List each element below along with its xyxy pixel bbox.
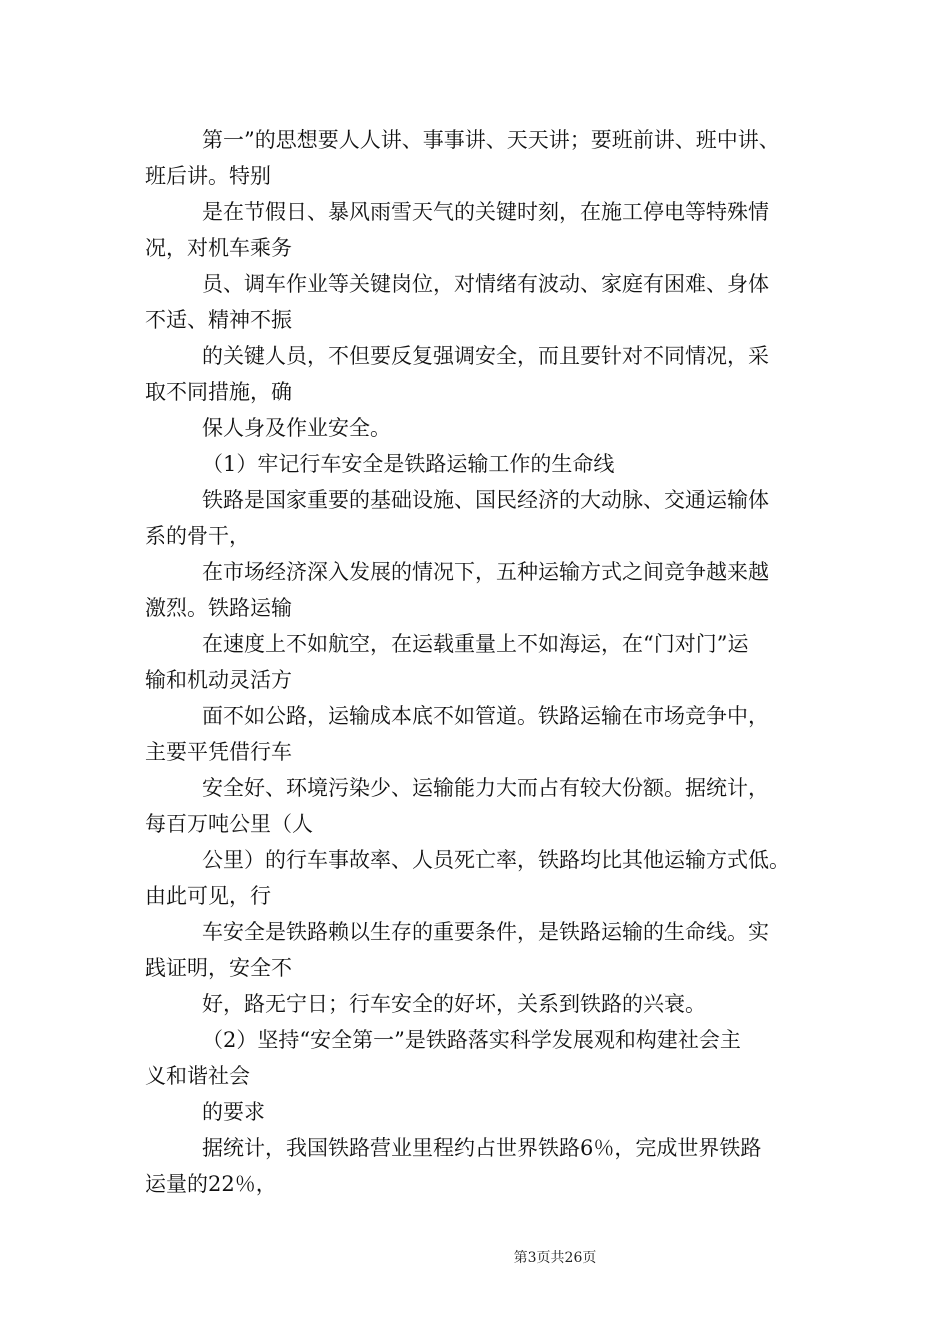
text-line: 车安全是铁路赖以生存的重要条件，是铁路运输的生命线。实 [202, 920, 769, 944]
page-footer: 第3页共26页 [513, 1250, 597, 1266]
text-line: 输和机动灵活方 [145, 668, 292, 692]
text-line: 的要求 [202, 1100, 265, 1124]
text-line: 保人身及作业安全。 [202, 416, 391, 440]
text-line: 践证明，安全不 [145, 956, 292, 980]
text-line: 系的骨干， [145, 524, 250, 548]
text-line: 主要平凭借行车 [145, 740, 292, 764]
text-line: 铁路是国家重要的基础设施、国民经济的大动脉、交通运输体 [202, 488, 769, 512]
text-line: 在速度上不如航空，在运载重量上不如海运，在“门对门”运 [202, 632, 749, 656]
text-line: 运量的22％， [145, 1172, 277, 1196]
text-line: 激烈。铁路运输 [145, 596, 292, 620]
text-line: 安全好、环境污染少、运输能力大而占有较大份额。据统计， [202, 776, 769, 800]
text-line: 况，对机车乘务 [145, 236, 292, 260]
text-line: 员、调车作业等关键岗位，对情绪有波动、家庭有困难、身体 [202, 272, 769, 296]
text-line: （2）坚持“安全第一”是铁路落实科学发展观和构建社会主 [202, 1028, 741, 1052]
text-line: 义和谐社会 [145, 1064, 250, 1088]
document-body [145, 122, 835, 1202]
text-line: 由此可见，行 [145, 884, 271, 908]
text-line: 不适、精神不振 [145, 308, 292, 332]
text-line: 每百万吨公里（人 [145, 812, 313, 836]
text-line: 公里）的行车事故率、人员死亡率，铁路均比其他运输方式低。 [202, 848, 790, 872]
text-line: 是在节假日、暴风雨雪天气的关键时刻，在施工停电等特殊情 [202, 200, 769, 224]
text-line: 班后讲。特别 [145, 164, 271, 188]
text-line: 在市场经济深入发展的情况下，五种运输方式之间竞争越来越 [202, 560, 769, 584]
text-line: 取不同措施，确 [145, 380, 292, 404]
text-line: 好，路无宁日；行车安全的好坏，关系到铁路的兴衰。 [202, 992, 706, 1016]
text-line: 的关键人员，不但要反复强调安全，而且要针对不同情况，采 [202, 344, 769, 368]
text-line: 面不如公路，运输成本底不如管道。铁路运输在市场竞争中， [202, 704, 769, 728]
text-line: 据统计，我国铁路营业里程约占世界铁路6％，完成世界铁路 [202, 1136, 762, 1160]
text-line: （1）牢记行车安全是铁路运输工作的生命线 [202, 452, 615, 476]
text-line: 第一”的思想要人人讲、事事讲、天天讲；要班前讲、班中讲、 [202, 128, 780, 152]
